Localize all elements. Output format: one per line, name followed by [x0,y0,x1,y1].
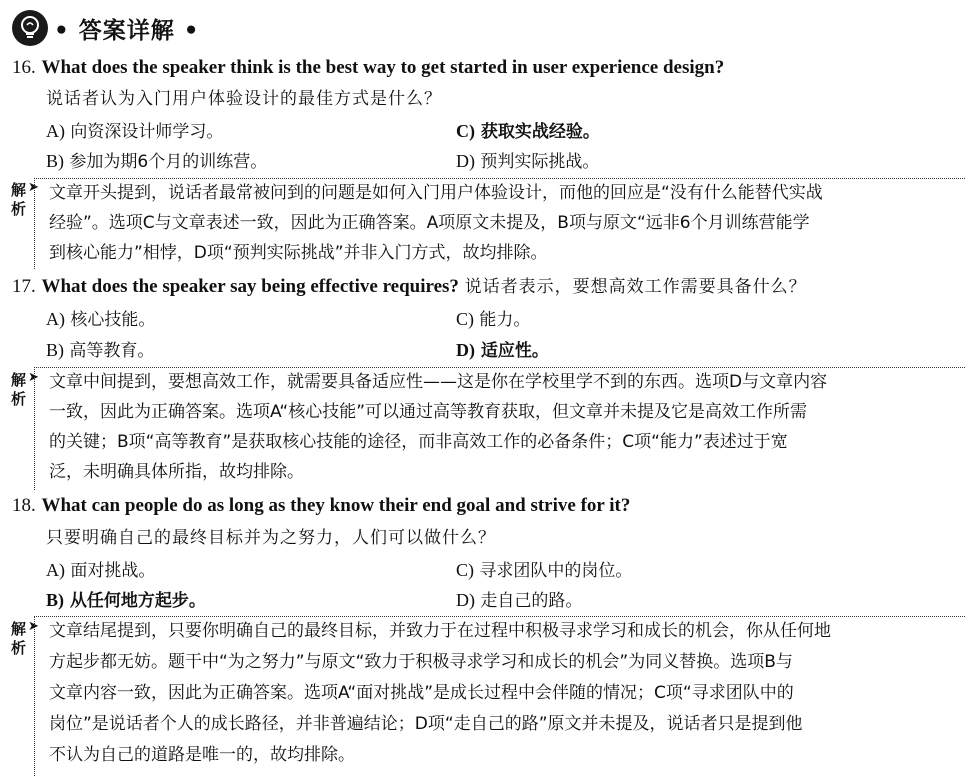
explanation-label: 解析 [11,181,27,218]
explanation-label: 解析 [11,371,27,408]
option-b: B) 高等教育。 [46,340,155,361]
question-english: What does the speaker think is the best way to get started in user experience design? [41,57,725,78]
question-chinese: 说话者认为入门用户体验设计的最佳方式是什么？ [46,89,442,109]
option-b-correct: B) 从任何地方起步。 [46,590,206,611]
question-english: What does the speaker say being effective requires? [41,276,459,297]
explanation-line: 的关键；B项“高等教育”是获取核心技能的途径，而非高效工作的必备条件；C项“能力”表述过于宽 [49,432,788,452]
explanation-line: 泛，未明确具体所指，故均排除。 [49,462,304,482]
arrow-icon: ➤ [28,180,39,195]
question-chinese: 说话者表示，要想高效工作需要具备什么？ [464,277,807,297]
explanation-box [34,178,965,269]
option-c: C) 能力。 [456,309,531,330]
option-c: C) 寻求团队中的岗位。 [456,560,633,581]
option-c-correct: C) 获取实战经验。 [456,121,600,142]
explanation-line: 文章结尾提到，只要你明确自己的最终目标，并致力于在过程中积极寻求学习和成长的机会，你从任何地 [49,621,831,641]
explanation-line: 文章内容一致，因此为正确答案。选项A“面对挑战”是成长过程中会伴随的情况；C项“寻求团队中的 [49,683,794,703]
question-number: 16. [12,57,36,78]
explanation-line: 经验”。选项C与文章表述一致，因此为正确答案。A项原文未提及，B项与原文“远非6个月训练营能学 [49,213,810,233]
question-chinese: 只要明确自己的最终目标并为之努力，人们可以做什么？ [46,528,496,548]
arrow-icon: ➤ [28,619,39,634]
option-a: A) 核心技能。 [46,309,156,330]
explanation-label: 解析 [11,620,27,657]
section-header [12,8,199,48]
explanation-box [34,367,965,490]
option-d: D) 预判实际挑战。 [456,151,600,172]
explanation-line: 不认为自己的道路是唯一的，故均排除。 [49,745,355,765]
question-number: 17. [12,276,36,297]
explanation-line: 文章中间提到，要想高效工作，就需要具备适应性——这是你在学校里学不到的东西。选项D与文章内容 [49,372,828,392]
explanation-line: 到核心能力”相悖，D项“预判实际挑战”并非入门方式，故均排除。 [49,243,548,263]
arrow-icon: ➤ [28,370,39,385]
explanation-box [34,616,965,776]
explanation-line: 方起步都无妨。题干中“为之努力”与原文“致力于积极寻求学习和成长的机会”为同义替换。选项B与 [49,652,793,672]
option-a: A) 向资深设计师学习。 [46,121,224,142]
question-number: 18. [12,495,36,516]
explanation-line: 岗位”是说话者个人的成长路径，并非普遍结论；D项“走自己的路”原文并未提及，说话者只是提到他 [49,714,803,734]
option-d: D) 走自己的路。 [456,590,583,611]
lightbulb-icon [12,10,48,46]
section-title: • 答案详解 • [54,17,200,44]
question-english: What can people do as long as they know their end goal and strive for it? [41,495,631,516]
option-a: A) 面对挑战。 [46,560,156,581]
explanation-line: 文章开头提到，说话者最常被问到的问题是如何入门用户体验设计，而他的回应是“没有什么能替代实战 [49,183,823,203]
option-d-correct: D) 适应性。 [456,340,549,361]
option-b: B) 参加为期6个月的训练营。 [46,151,268,172]
explanation-line: 一致，因此为正确答案。选项A“核心技能”可以通过高等教育获取，但文章并未提及它是高效工作所需 [49,402,808,422]
